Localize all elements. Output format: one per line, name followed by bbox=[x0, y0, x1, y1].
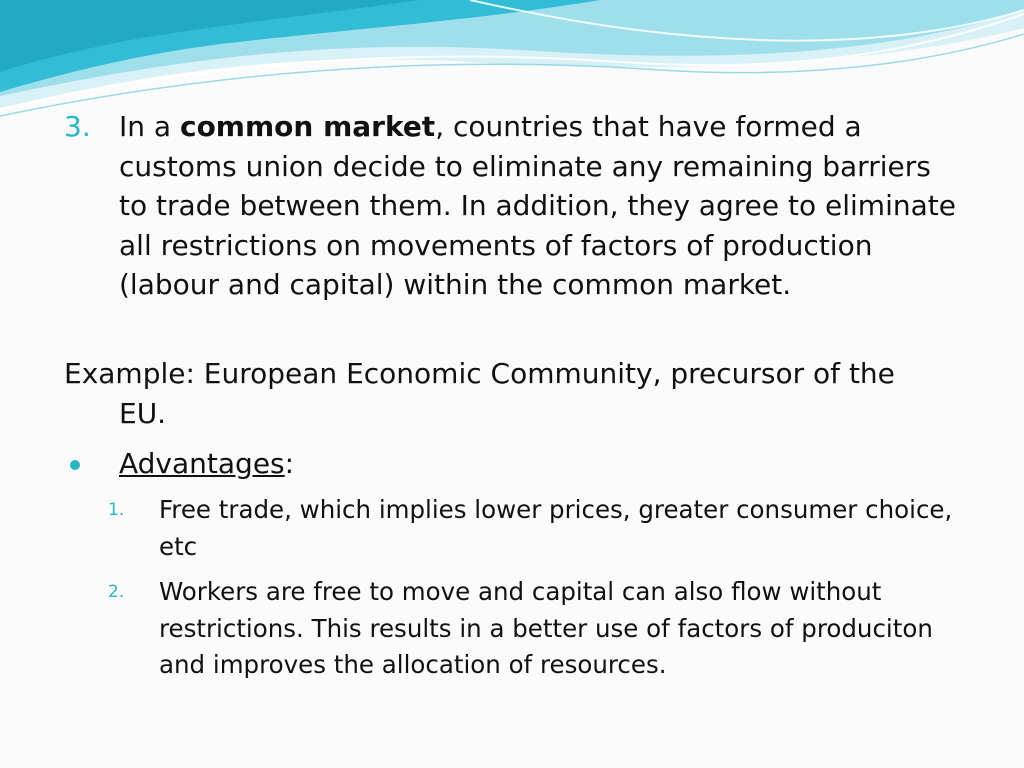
advantages-colon: : bbox=[284, 447, 295, 480]
point-3-text bbox=[119, 107, 959, 305]
point-3-prefix: In a bbox=[119, 110, 180, 143]
advantage-number: 1. bbox=[108, 500, 125, 520]
advantage-text: Workers are free to move and capital can also flow without restrictions. This results in a better use of factors of produciton and improves the allocation of resources. bbox=[159, 577, 933, 679]
advantage-number: 2. bbox=[108, 582, 125, 602]
point-number: 3. bbox=[64, 110, 91, 143]
point-3-suffix: , countries that have formed a customs union decide to eliminate any remaining barriers to trade between them. In addition, they agree to eliminate all restrictions on movements of factors of production (labour and capital) within the common market. bbox=[119, 110, 956, 301]
bullet-dot-icon bbox=[70, 460, 80, 470]
advantages-label-line bbox=[119, 444, 959, 484]
example-line-2: EU. bbox=[119, 396, 167, 430]
example-line-1: Example: European Economic Community, precursor of the bbox=[64, 357, 895, 390]
common-market-term: common market bbox=[179, 110, 436, 143]
advantage-text: Free trade, which implies lower prices, greater consumer choice, etc bbox=[159, 495, 953, 561]
advantages-label: Advantages bbox=[119, 447, 285, 480]
example-paragraph bbox=[64, 354, 964, 433]
